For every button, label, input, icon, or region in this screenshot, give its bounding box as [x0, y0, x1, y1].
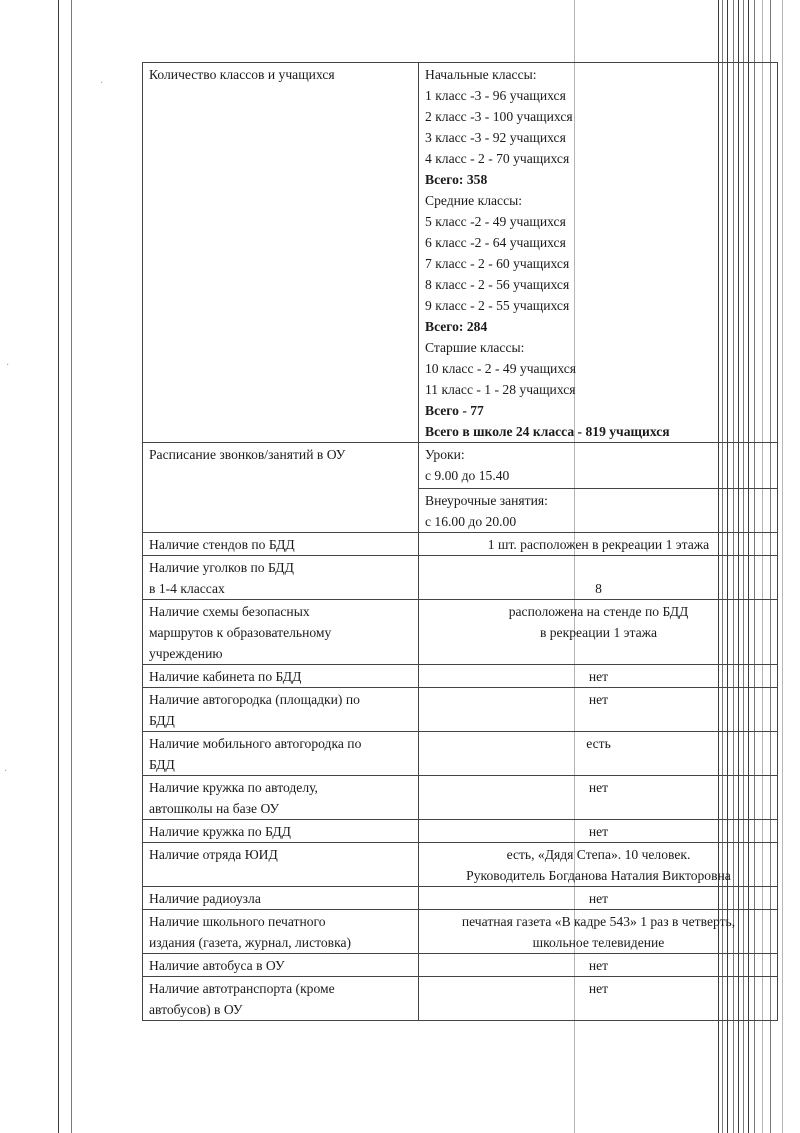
scan-speck: ·: [100, 78, 104, 89]
row-label: Количество классов и учащихся: [143, 63, 419, 443]
list-item: 6 класс -2 - 64 учащихся: [425, 235, 566, 250]
row-value: [419, 443, 778, 533]
row-value: 8: [419, 556, 778, 600]
list-item: 2 класс -3 - 100 учащихся: [425, 109, 573, 124]
table-row: [143, 600, 778, 665]
scan-line: [58, 0, 59, 1133]
row-label: Наличие школьного печатного издания (газета, журнал, листовка): [143, 910, 419, 954]
row-value: печатная газета «В кадре 543» 1 раз в четверть, школьное телевидение: [419, 910, 778, 954]
scan-speck: ·: [6, 360, 10, 371]
extra-activities: [419, 488, 777, 532]
scan-speck: ·: [4, 766, 8, 777]
row-label: Наличие автогородка (площадки) по БДД: [143, 688, 419, 732]
row-value: есть, «Дядя Степа». 10 человек. Руководитель Богданова Наталия Викторовна: [419, 843, 778, 887]
bdd-info-table: [142, 62, 778, 1021]
middle-heading: Средние классы:: [425, 193, 523, 208]
list-item: 9 класс - 2 - 55 учащихся: [425, 298, 570, 313]
list-item: 4 класс - 2 - 70 учащихся: [425, 151, 570, 166]
table-row: [143, 887, 778, 910]
row-value: нет: [419, 776, 778, 820]
table-row: [143, 688, 778, 732]
list-item: 11 класс - 1 - 28 учащихся: [425, 382, 576, 397]
senior-heading: Старшие классы:: [425, 340, 525, 355]
row-value: нет: [419, 688, 778, 732]
row-value: расположена на стенде по БДД в рекреации 1 этажа: [419, 600, 778, 665]
lessons-time: с 9.00 до 15.40: [425, 468, 510, 483]
table-row: [143, 533, 778, 556]
row-label: Наличие кружка по БДД: [143, 820, 419, 843]
table-row: [143, 556, 778, 600]
row-label: Расписание звонков/занятий в ОУ: [143, 443, 419, 533]
lessons-title: Уроки:: [425, 447, 465, 462]
table-row: [143, 954, 778, 977]
primary-total: Всего: 358: [425, 172, 488, 187]
table-row: [143, 443, 778, 533]
list-item: 8 класс - 2 - 56 учащихся: [425, 277, 570, 292]
row-label: Наличие радиоузла: [143, 887, 419, 910]
row-label: Наличие кружка по автоделу, автошколы на базе ОУ: [143, 776, 419, 820]
row-label: Наличие автотранспорта (кроме автобусов) в ОУ: [143, 977, 419, 1021]
middle-total: Всего: 284: [425, 319, 488, 334]
row-label: Наличие мобильного автогородка по БДД: [143, 732, 419, 776]
table-row: [143, 776, 778, 820]
list-item: 3 класс -3 - 92 учащихся: [425, 130, 566, 145]
extra-title: Внеурочные занятия:: [425, 493, 548, 508]
table-row: [143, 910, 778, 954]
list-item: 10 класс - 2 - 49 учащихся: [425, 361, 577, 376]
row-value: нет: [419, 665, 778, 688]
row-label: Наличие стендов по БДД: [143, 533, 419, 556]
row-value: нет: [419, 977, 778, 1021]
table-row: [143, 843, 778, 887]
table-row: [143, 977, 778, 1021]
list-item: 7 класс - 2 - 60 учащихся: [425, 256, 570, 271]
row-label: Наличие схемы безопасных маршрутов к образовательному учреждению: [143, 600, 419, 665]
row-label: Наличие уголков по БДД в 1-4 классах: [143, 556, 419, 600]
school-total: Всего в школе 24 класса - 819 учащихся: [425, 424, 670, 439]
row-value: нет: [419, 887, 778, 910]
row-value: [419, 63, 778, 443]
senior-total: Всего - 77: [425, 403, 484, 418]
table-row: [143, 665, 778, 688]
table-row: [143, 732, 778, 776]
row-value: нет: [419, 954, 778, 977]
scan-line: [782, 0, 783, 1133]
row-value: 1 шт. расположен в рекреации 1 этажа: [419, 533, 778, 556]
extra-time: с 16.00 до 20.00: [425, 514, 517, 529]
list-item: 5 класс -2 - 49 учащихся: [425, 214, 566, 229]
row-label: Наличие автобуса в ОУ: [143, 954, 419, 977]
primary-heading: Начальные классы:: [425, 67, 537, 82]
row-value: нет: [419, 820, 778, 843]
table-row: [143, 820, 778, 843]
row-value: есть: [419, 732, 778, 776]
list-item: 1 класс -3 - 96 учащихся: [425, 88, 566, 103]
row-label: Наличие кабинета по БДД: [143, 665, 419, 688]
scan-line: [71, 0, 72, 1133]
row-label: Наличие отряда ЮИД: [143, 843, 419, 887]
table-row: [143, 63, 778, 443]
